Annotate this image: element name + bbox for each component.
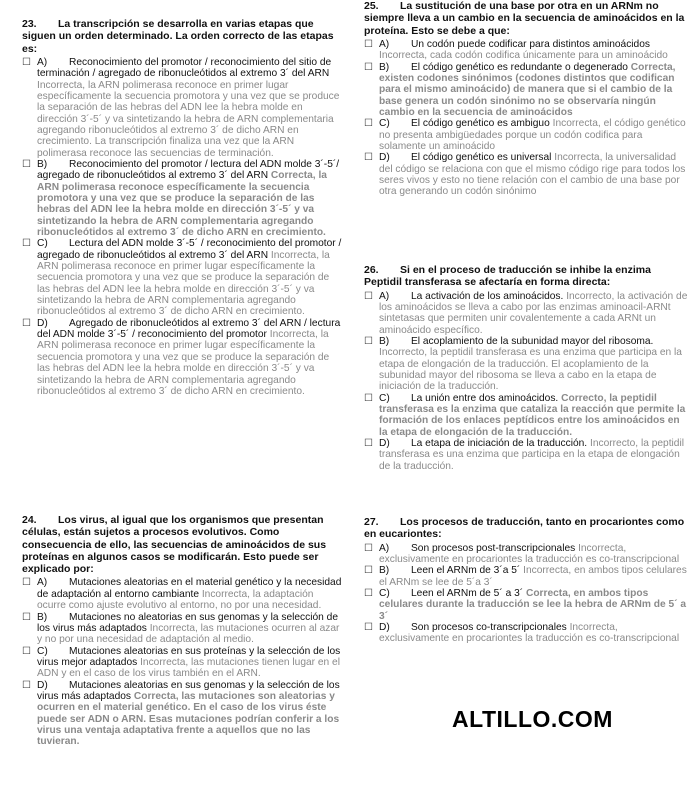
feedback-correct: Correcta, las mutaciones son aleatorias y ocurren en el material genético. En el caso de los virus éste puede ser ADN o ARN. Esas mutaciones podrían conferir a los virus una ventaja adaptativa frente a aquellos que no las tuvieran. <box>37 690 340 748</box>
option-text: Mutaciones aleatorias en sus proteínas y la selección de los virus mejor adaptados <box>37 645 341 668</box>
feedback-incorrect: Incorrecto, la peptidil transferasa es una enzima que participa en la etapa de elongación de la traducción. <box>379 438 684 472</box>
option-text: El código genético es universal <box>411 152 552 164</box>
feedback-incorrect: Incorrecta, la adaptación ocurre como ajuste evolutivo al entorno, no por una necesidad. <box>37 588 322 612</box>
feedback-correct: Correcta, la ARN polimerasa reconoce específicamente la secuencia promotora y una vez que se produce la separación de las hebras del ADN lee la hebra molde en dirección 3´-5´ y va sintetizando la hebra de ARN complementaria agregando ribonucleótidos al extremo 3´ de dicho ARN en crecimiento. <box>37 170 327 239</box>
question-27 <box>364 516 690 645</box>
question-title <box>364 264 690 289</box>
option-letter: B) <box>379 565 390 577</box>
checkbox-icon[interactable]: ☐ <box>22 645 32 657</box>
feedback-incorrect: Incorrecta, la universalidad del código se relaciona con que el mismo código rige para todos los seres vivos y esto no tiene relación con el cambio de una base por otra generando un codón sinónimo <box>379 152 686 198</box>
checkbox-icon[interactable]: ☐ <box>364 587 374 599</box>
option-letter: D) <box>37 679 48 691</box>
option-letter: C) <box>379 118 390 130</box>
feedback-incorrect: Incorrecta, exclusivamente en procariontes la traducción es co-transcripcional <box>379 542 680 565</box>
option-text: Lectura del ADN molde 3´-5´ / reconocimiento del promotor / agregado de ribonucleótidos al extremo 3´ del ARN <box>37 238 342 261</box>
option-text: Mutaciones no aleatorias en sus genomas y la selección de los virus más adaptados <box>37 611 338 634</box>
option-letter: C) <box>379 392 390 404</box>
checkbox-icon[interactable]: ☐ <box>22 158 32 170</box>
option-letter: D) <box>37 317 48 329</box>
question-title <box>22 514 344 575</box>
answer-option[interactable] <box>364 565 690 588</box>
question-text: La sustitución de una base por otra en un ARNm no siempre lleva a un cambio en la secuencia de aminoácidos en la proteína. Esto se debe a que: <box>364 0 685 37</box>
option-text: Son procesos co-transcripcionales <box>411 622 567 633</box>
answer-option[interactable] <box>22 612 344 646</box>
option-letter: D) <box>379 438 390 450</box>
option-letter: C) <box>379 587 390 599</box>
question-number: 26. <box>364 264 379 276</box>
question-title <box>364 0 690 37</box>
feedback-incorrect: Incorrecta, exclusivamente en procariontes la traducción es co-transcripcional <box>379 622 680 645</box>
answer-option[interactable] <box>364 336 690 393</box>
option-text: Leen el ARNm de 3´a 5´ <box>411 565 521 577</box>
checkbox-icon[interactable]: ☐ <box>364 438 374 450</box>
question-number: 23. <box>22 18 37 30</box>
feedback-correct: Correcto, la peptidil transferasa es la enzima que cataliza la reacción que permite la formación de los enlaces peptídicos entre los aminoácidos en la etapa de elongación de la traducción. <box>379 392 686 438</box>
answer-option[interactable] <box>22 577 344 611</box>
question-number: 24. <box>22 514 37 526</box>
option-text: Agregado de ribonucleótidos al extremo 3´ del ARN / lectura del ADN molde 3´-5´ / reconocimiento del promotor <box>37 317 341 341</box>
option-text: Un codón puede codificar para distintos aminoácidos <box>411 38 650 50</box>
feedback-incorrect: Incorrecta, las mutaciones tienen lugar en el ADN y en el caso de los virus también en el ARN. <box>37 656 340 680</box>
checkbox-icon[interactable]: ☐ <box>22 238 32 250</box>
feedback-incorrect: Incorrecto, la peptidil transferasa es una enzima que participa en la etapa de elongación de la traducción. El acoplamiento de la subunidad mayor del ribosoma se lleva a cabo en la etapa de iniciación de la traducción. <box>379 347 682 393</box>
option-text: El código genético es redundante o degenerado <box>411 61 628 73</box>
checkbox-icon[interactable]: ☐ <box>22 317 32 329</box>
answer-option[interactable] <box>364 291 690 336</box>
question-24 <box>22 514 344 748</box>
question-23 <box>22 18 344 397</box>
option-letter: A) <box>379 38 390 50</box>
question-25 <box>364 0 690 198</box>
answer-option[interactable] <box>364 438 690 472</box>
checkbox-icon[interactable]: ☐ <box>364 38 374 50</box>
option-letter: D) <box>379 622 390 633</box>
question-number: 27. <box>364 516 379 528</box>
option-text: El acoplamiento de la subunidad mayor del ribosoma. <box>411 335 654 347</box>
question-title <box>364 516 690 541</box>
checkbox-icon[interactable]: ☐ <box>22 611 32 623</box>
feedback-incorrect: Incorrecta, el código genético no presenta ambigüedades porque un codón codifica para solamente un aminoácido <box>379 118 686 152</box>
question-text: Los virus, al igual que los organismos que presentan células, están sujetos a procesos evolutivos. Como consecuencia de ello, las secuencias de aminoácidos de sus proteínas en algunos casos se modificarán. Esto puede ser explicado por: <box>22 514 327 576</box>
answer-option[interactable] <box>22 57 344 159</box>
option-letter: A) <box>37 577 48 589</box>
checkbox-icon[interactable]: ☐ <box>364 565 374 577</box>
option-letter: C) <box>37 238 48 250</box>
checkbox-icon[interactable]: ☐ <box>364 118 374 130</box>
option-letter: A) <box>379 290 390 302</box>
option-letter: B) <box>379 61 390 73</box>
question-26 <box>364 264 690 472</box>
question-text: Los procesos de traducción, tanto en procariontes como en eucariontes: <box>364 516 685 541</box>
feedback-incorrect: Incorrecta, la ARN polimerasa reconoce en primer lugar específicamente la secuencia promotora y una vez que se produce la separación de las hebras del ADN lee la hebra molde en dirección 3´-5´ y va sintetizando la hebra de ARN complementaria agregando ribonucleótidos al extremo 3´ de dicho ARN en crecimiento. La transcripción finaliza una vez que la ARN polimerasa reconoce las secuencias de terminación. <box>37 79 340 159</box>
answer-option[interactable] <box>364 622 690 645</box>
answer-option[interactable] <box>364 588 690 622</box>
option-text: Son procesos post-transcripcionales <box>411 542 576 554</box>
option-text: La etapa de iniciación de la traducción. <box>411 438 588 450</box>
question-number: 25. <box>364 0 379 12</box>
feedback-correct: Correcta, en ambos tipos celulares durante la traducción se lee la hebra de ARNm de 5´ a 3´ <box>379 587 687 622</box>
feedback-incorrect: Incorrecta, la ARN polimerasa reconoce en primer lugar específicamente la secuencia promotora y una vez que se produce la separación de las hebras del ADN lee la hebra molde en dirección 3´-5´ y va sintetizando la hebra de ARN complementaria agregando ribonucleótidos al extremo 3´ de dicho ARN en crecimiento. <box>37 249 330 318</box>
altillo-brand: ALTILLO.COM <box>452 706 613 732</box>
answer-option[interactable] <box>364 543 690 566</box>
answer-option[interactable] <box>22 159 344 238</box>
option-letter: A) <box>37 56 48 68</box>
option-letter: C) <box>37 645 48 657</box>
option-text: Mutaciones aleatorias en el material genético y la necesidad de adaptación al entorno cambiante <box>37 577 342 600</box>
answer-option[interactable] <box>364 118 690 152</box>
option-text: La activación de los aminoácidos. <box>411 290 564 302</box>
question-text: La transcripción se desarrolla en varias etapas que siguen un orden determinado. La orden correcto de las etapas es: <box>22 18 334 55</box>
answer-option[interactable] <box>364 152 690 197</box>
option-text: Leen el ARNm de 5´ a 3´ <box>411 587 524 599</box>
option-letter: A) <box>379 542 390 554</box>
checkbox-icon[interactable]: ☐ <box>364 392 374 404</box>
answer-option[interactable] <box>22 680 344 748</box>
option-text: Reconocimiento del promotor / lectura del ADN molde 3´-5´/ agregado de ribonucleótidos al extremo 3´ del ARN <box>37 158 340 182</box>
checkbox-icon[interactable]: ☐ <box>364 290 374 302</box>
answer-option[interactable] <box>22 238 344 317</box>
checkbox-icon[interactable]: ☐ <box>364 61 374 73</box>
checkbox-icon[interactable]: ☐ <box>364 542 374 554</box>
feedback-incorrect: Incorrecta, las mutaciones ocurren al azar y no por una necesidad de adaptación al medio. <box>37 622 340 646</box>
answer-option[interactable] <box>364 393 690 438</box>
checkbox-icon[interactable]: ☐ <box>364 152 374 164</box>
question-title <box>22 18 344 55</box>
checkbox-icon[interactable]: ☐ <box>364 622 374 633</box>
feedback-incorrect: Incorrecta, cada codón codifica únicamente para un aminoácido <box>379 50 668 62</box>
option-text: La unión entre dos aminoácidos. <box>411 392 559 404</box>
answer-option[interactable] <box>22 646 344 680</box>
answer-option[interactable] <box>364 62 690 119</box>
checkbox-icon[interactable]: ☐ <box>22 577 32 589</box>
feedback-incorrect: Incorrecta, la ARN polimerasa reconoce en primer lugar específicamente la secuencia promotora y una vez que se produce la separación de las hebras del ADN lee la hebra molde en dirección 3´-5´ y va sintetizando la hebra de ARN complementaria agregando ribonucleótidos al extremo 3´ de dicho ARN en crecimiento. <box>37 329 330 397</box>
option-text: El código genético es ambiguo <box>411 118 550 130</box>
option-letter: B) <box>37 158 48 170</box>
answer-option[interactable] <box>364 39 690 62</box>
feedback-incorrect: Incorrecto, la activación de los aminoácidos se lleva a cabo por las enzimas aminoacil-ARNt sintetasas que permiten unir covalentemente a cada ARNt un aminoácido específico. <box>379 290 688 336</box>
option-letter: B) <box>379 335 390 347</box>
checkbox-icon[interactable]: ☐ <box>22 679 32 691</box>
question-text: Si en el proceso de traducción se inhibe la enzima Peptidil transferasa se afectaría en forma directa: <box>364 264 651 289</box>
checkbox-icon[interactable]: ☐ <box>364 335 374 347</box>
answer-option[interactable] <box>22 318 344 397</box>
feedback-correct: Correcta, existen codones sinónimos (codones distintos que codifican para el mismo aminoácido) de manera que si el cambio de la base genera un codón sinónimo no se observaría ningún cambio en la secuencia de aminoácidos <box>379 61 676 118</box>
option-text: Mutaciones aleatorias en sus genomas y la selección de los virus más adaptados <box>37 679 340 702</box>
feedback-incorrect: Incorrecta, en ambos tipos celulares el ARNm se lee de 5´a 3´ <box>379 565 687 588</box>
option-letter: B) <box>37 611 48 623</box>
option-text: Reconocimiento del promotor / reconocimiento del sitio de terminación / agregado de ribonucleótidos al extremo 3´ del ARN <box>37 56 332 80</box>
option-letter: D) <box>379 152 390 164</box>
checkbox-icon[interactable]: ☐ <box>22 56 32 68</box>
